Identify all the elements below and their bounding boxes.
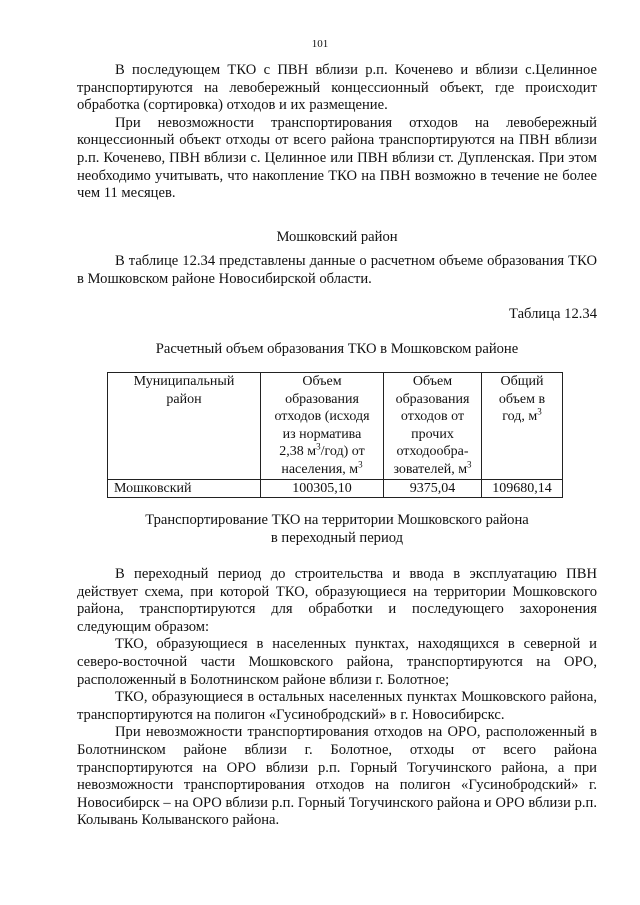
table-intro: В таблице 12.34 представлены данные о расчетном объеме образования ТКО в Мошковском районе Новосибирской области. [77,253,597,287]
cell-population-volume: 100305,10 [261,479,384,498]
header-other-producers-volume: Объем образования отходов от прочих отходообра- зователей, $м^3$ [384,373,482,480]
header-municipal-district: Муниципальный район [108,373,261,480]
paragraph: ТКО, образующиеся в остальных населенных пунктах Мошковского района, транспортируются на полигон «Гусинобродский» в г. Новосибирскс. [77,689,597,723]
subsection-title-line: в переходный период [270,529,404,546]
subsection-title-line: Транспортирование ТКО на территории Мошковского района [145,512,529,528]
table-intro-block [77,253,597,288]
paragraph: В последующем ТКО с ПВН вблизи р.п. Коченево и вблизи с.Целинное транспортируются на левобережный концессионный объект, где происходит обработка (сортировка) отходов и их размещение. [77,62,597,114]
table-label: Таблица 12.34 [509,306,597,322]
paragraph: ТКО, образующиеся в населенных пунктах, находящихся в северной и северо-восточной части Мошковского района, транспортируются на ОРО, расположенный в Болотнинском районе вблизи г. Болотное; [77,636,597,688]
paragraph: При невозможности транспортирования отходов на левобережный концессионный объект отходы от всего района транспортируются на ПВН вблизи р.п. Коченево, ПВН вблизи с. Целинное или ПВН вблизи ст. Дупленская. При этом необходимо учитывать, что накопление ТКО на ПВН возможно в течение не более чем 11 месяцев. [77,114,597,202]
cell-district: Мошковский [108,479,261,498]
subsection-title [77,512,597,547]
header-total-volume: Общий объем в год, $м^3$ [482,373,563,480]
header-population-volume: Объем образования отходов (исходя из норматива 2,38 $м^3/год$) от населения, $м^3$ [261,373,384,480]
cell-total-volume: 109680,14 [482,479,563,498]
body-text [77,566,597,830]
cell-other-volume: 9375,04 [384,479,482,498]
page-number: 101 [311,38,329,50]
paragraph: При невозможности транспортирования отходов на ОРО, расположенный в Болотнинском районе вблизи г. Болотное, отходы от всего района транспортируются на ОРО вблизи р.п. Горный Тогучинского района, а при невозможности транспортирования отходов на полигон «Гусинобродский» г. Новосибирск – на ОРО вблизи р.п. Горный Тогучинского района и ОРО вблизи р.п. Колывань Колыванского района. [77,724,597,829]
table-title: Расчетный объем образования ТКО в Мошковском районе [155,341,519,357]
section-title: Мошковский район [276,229,398,245]
table-row [108,479,563,498]
paragraph: В переходный период до строительства и ввода в эксплуатацию ПВН действует схема, при которой ТКО, образующиеся на территории Мошковского района, транспортируются для обработки и последующего захоронения следующим образом: [77,566,597,635]
intro-text [77,62,597,203]
tko-volume-table [107,372,563,498]
